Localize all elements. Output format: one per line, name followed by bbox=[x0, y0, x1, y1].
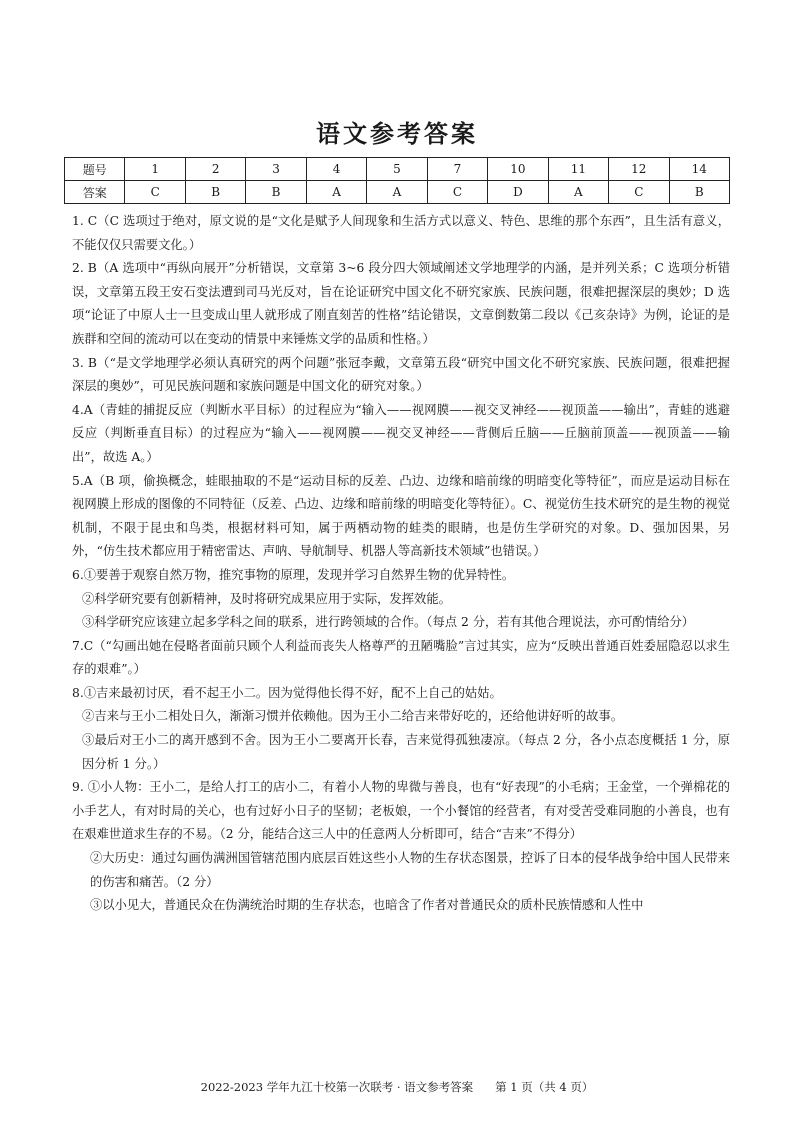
explanation-q9-point2: ②大历史：通过勾画伪满洲国管辖范围内底层百姓这些小人物的生存状态图景，控诉了日本的侵华战争给中国人民带来的伤害和痛苦。（2 分） bbox=[90, 851, 730, 889]
explanation-q9-point1: 9. ①小人物：王小二，是给人打工的店小二，有着小人物的卑微与善良，也有“好表现”的小毛病；王金堂，一个弹棉花的小手艺人，有对时局的关心，也有过好小日子的坚韧；老板娘，一个小餐馆的经营者，有对受苦受难同胞的小善良，也有在艰难世道求生存的不易。（2 分，能结合这三人中的任意两人分析即可，结合“吉来”不得分） bbox=[72, 780, 730, 842]
explanation-q2: 2. B（A 选项中“再纵向展开”分析错误，文章第 3~6 段分四大领域阐述文学地理学的内涵，是并列关系；C 选项分析错误，文章第五段王安石变法遭到司马光反对，旨在论证研究中国文化不研究家族、民族问题，很难把握深层的奥妙；D 选项“论证了中原人士一旦变成山里人就形成了刚直刻苦的性格”结论错误，文章倒数第二段以《己亥杂诗》为例，论证的是族群和空间的流动可以在变动的情景中来锤炼文学的品质和性格。） bbox=[72, 261, 730, 346]
explanation-q9-point3: ③以小见大，普通民众在伪满统治时期的生存状态，也暗含了作者对普通民众的质朴民族情感和人性中 bbox=[90, 898, 644, 913]
answer-cell: B bbox=[669, 181, 729, 204]
answer-explanations bbox=[72, 210, 730, 918]
answer-cell: A bbox=[306, 181, 366, 204]
footer-page-number: 第 1 页（共 4 页） bbox=[495, 1080, 594, 1094]
answer-cell: D bbox=[488, 181, 548, 204]
question-number-cell: 11 bbox=[548, 158, 608, 181]
question-number-cell: 4 bbox=[306, 158, 366, 181]
explanation-q6-point2: ②科学研究要有创新精神，及时将研究成果应用于实际，发挥效能。 bbox=[82, 591, 451, 606]
answer-cell: C bbox=[609, 181, 669, 204]
question-number-cell: 5 bbox=[367, 158, 427, 181]
question-number-cell: 12 bbox=[609, 158, 669, 181]
answer-cell: B bbox=[185, 181, 245, 204]
answer-header-cell: 答案 bbox=[65, 181, 125, 204]
explanation-q5: 5.A（B 项，偷换概念，蛙眼抽取的不是“运动目标的反差、凸边、边缘和暗前缘的明暗变化等特征”，而应是运动目标在视网膜上形成的图像的不同特征（反差、凸边、边缘和暗前缘的明暗变化等特征）。C、视觉仿生技术研究的是生物的视觉机制，不限于昆虫和鸟类，根据材料可知，属于两栖动物的蛙类的眼睛，也是仿生学研究的对象。D、强加因果，另外，“仿生技术都应用于精密雷达、声呐、导航制导、机器人等高新技术领域”也错误。） bbox=[72, 473, 730, 559]
footer-exam-title: 2022-2023 学年九江十校第一次联考 · 语文参考答案 bbox=[200, 1080, 474, 1094]
question-number-cell: 1 bbox=[125, 158, 185, 181]
answer-cell: A bbox=[367, 181, 427, 204]
question-number-cell: 3 bbox=[246, 158, 306, 181]
question-number-cell: 10 bbox=[488, 158, 548, 181]
question-header-cell: 题号 bbox=[65, 158, 125, 181]
page-footer bbox=[0, 1079, 794, 1095]
explanation-q1: 1. C（C 选项过于绝对，原文说的是“文化是赋予人间现象和生活方式以意义、特色、思维的那个东西”，且生活有意义，不能仅仅只需要文化。） bbox=[72, 214, 730, 252]
page-title: 语文参考答案 bbox=[316, 120, 478, 148]
explanation-q3: 3. B（“是文学地理学必须认真研究的两个问题”张冠李戴，文章第五段“研究中国文化不研究家族、民族问题，很难把握深层的奥妙”，可见民族问题和家族问题是中国文化的研究对象。） bbox=[72, 355, 730, 394]
explanation-q7: 7.C（“勾画出她在侵略者面前只顾个人利益而丧失人格尊严的丑陋嘴脸”言过其实，应为“反映出普通百姓委屈隐忍以求生存的艰难”。） bbox=[72, 638, 730, 677]
explanation-q6-point3: ③科学研究应该建立起多学科之间的联系，进行跨领域的合作。（每点 2 分，若有其他合理说法，亦可酌情给分） bbox=[82, 615, 695, 630]
explanation-q6-point1: 6.①要善于观察自然万物，推究事物的原理，发现并学习自然界生物的优异特性。 bbox=[72, 567, 515, 582]
answer-cell: B bbox=[246, 181, 306, 204]
question-number-cell: 7 bbox=[427, 158, 487, 181]
answer-cell: C bbox=[125, 181, 185, 204]
answer-cell: C bbox=[427, 181, 487, 204]
explanation-q4: 4.A（青蛙的捕捉反应（判断水平目标）的过程应为“输入——视网膜——视交叉神经——视顶盖——输出”，青蛙的逃避反应（判断垂直目标）的过程应为“输入——视网膜——视交叉神经——背侧后丘脑——丘脑前顶盖——视顶盖——输出”，故选 A。） bbox=[72, 402, 730, 464]
explanation-q8-point3: ③最后对王小二的离开感到不舍。因为王小二要离开长春，吉来觉得孤独凄凉。（每点 2 分，各小点态度概括 1 分，原因分析 1 分。） bbox=[82, 733, 730, 771]
question-number-row bbox=[65, 158, 730, 181]
answer-cell: A bbox=[548, 181, 608, 204]
explanation-q8-point2: ②吉来与王小二相处日久，渐渐习惯并依赖他。因为王小二给吉来带好吃的，还给他讲好听的故事。 bbox=[82, 709, 624, 724]
answer-table bbox=[64, 157, 730, 204]
answer-row bbox=[65, 181, 730, 204]
explanation-q8-point1: 8.①吉来最初讨厌，看不起王小二。因为觉得他长得不好，配不上自己的姑姑。 bbox=[72, 685, 502, 700]
question-number-cell: 14 bbox=[669, 158, 729, 181]
question-number-cell: 2 bbox=[185, 158, 245, 181]
